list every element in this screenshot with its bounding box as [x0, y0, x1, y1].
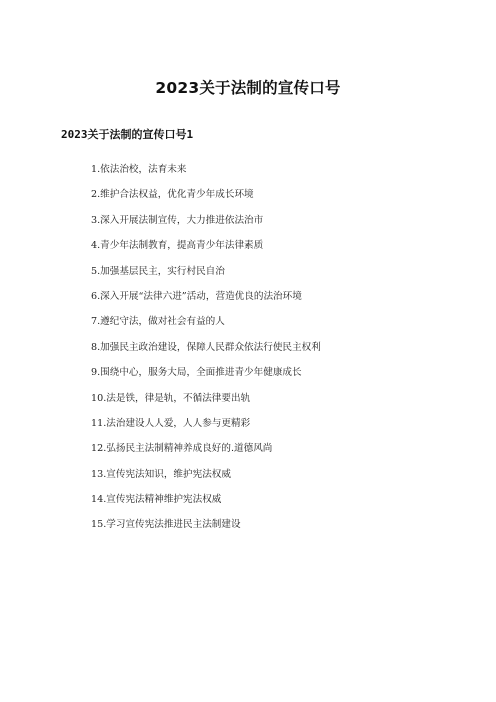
list-item: 7.遵纪守法，做对社会有益的人: [91, 316, 225, 328]
list-item: 12.弘扬民主法制精神养成良好的.道德风尚: [91, 443, 273, 455]
list-item: 14.宣传宪法精神维护宪法权威: [91, 494, 222, 506]
section-heading: 2023关于法制的宣传口号1: [61, 128, 194, 141]
list-item: 15.学习宣传宪法推进民主法制建设: [91, 519, 241, 531]
list-item: 5.加强基层民主，实行村民自治: [91, 265, 225, 277]
list-item: 9.围绕中心，服务大局，全面推进青少年健康成长: [91, 367, 302, 379]
list-item: 2.维护合法权益，优化青少年成长环境: [91, 189, 254, 201]
list-item: 3.深入开展法制宣传，大力推进依法治市: [91, 214, 264, 226]
list-item: 13.宣传宪法知识，维护宪法权威: [91, 468, 231, 480]
slogan-list: [91, 162, 321, 543]
list-item: 6.深入开展“法律六进”活动，营造优良的法治环境: [91, 290, 302, 302]
document-title: 2023关于法制的宣传口号: [155, 79, 341, 97]
list-item: 1.依法治校，法育未来: [91, 164, 187, 175]
list-item: 8.加强民主政治建设，保障人民群众依法行使民主权利: [91, 341, 321, 353]
list-item: 11.法治建设人人爱，人人参与更精彩: [91, 417, 251, 429]
list-item: 4.青少年法制教育，提高青少年法律素质: [91, 240, 264, 252]
list-item: 10.法是铁，律是轨，不循法律要出轨: [91, 392, 251, 404]
